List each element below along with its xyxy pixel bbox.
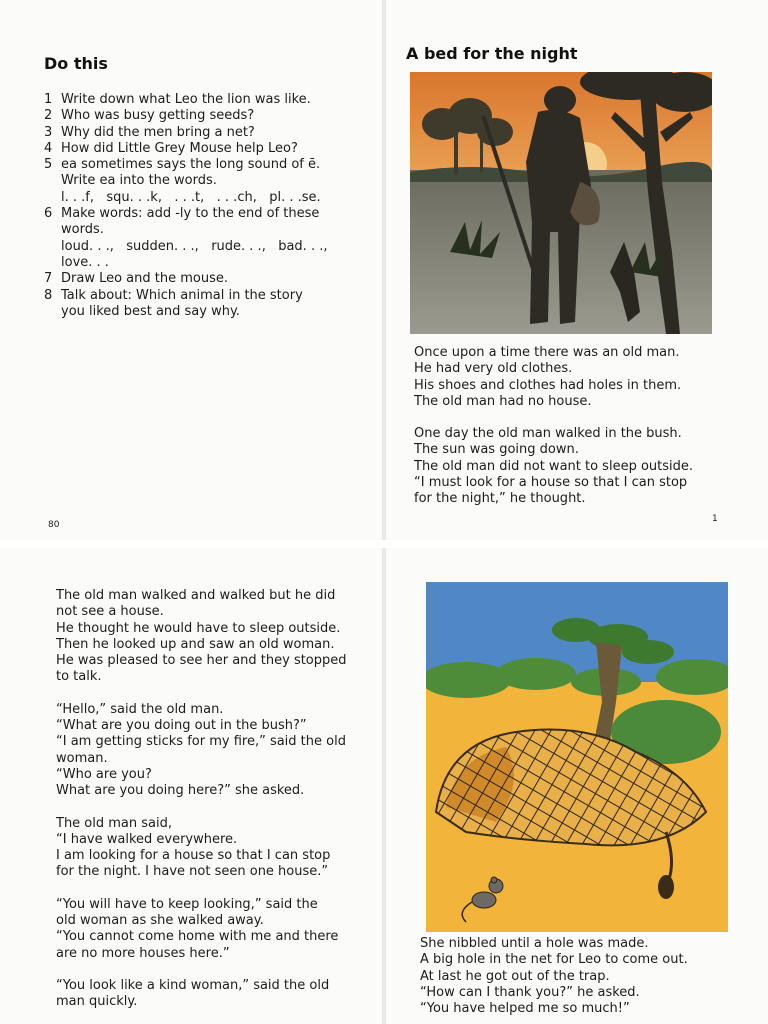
exercise-item <box>44 288 364 321</box>
story-line: His shoes and clothes had holes in them. <box>414 377 682 393</box>
exercise-number: 2 <box>44 108 53 124</box>
exercise-text: Write down what Leo the lion was like. <box>61 92 311 107</box>
story-line: man quickly. <box>56 994 138 1010</box>
exercise-item <box>44 271 364 287</box>
story-line: woman. <box>56 750 108 766</box>
exercise-item <box>44 157 364 206</box>
story-paragraph <box>414 426 744 507</box>
story-paragraph <box>56 978 376 1011</box>
page-lion-story <box>386 548 768 1024</box>
old-man-sunset-illustration <box>410 72 712 334</box>
story-line: to talk. <box>56 669 102 685</box>
story-line: are no more houses here.” <box>56 945 230 961</box>
exercise-text: Why did the men bring a net? <box>61 124 255 140</box>
story-paragraph <box>56 897 376 962</box>
story-line: “You have helped me so much!” <box>420 1001 630 1017</box>
story-line: One day the old man walked in the bush. <box>414 426 682 442</box>
page-number: 1 <box>712 514 718 524</box>
story-line: “How can I thank you?” he asked. <box>420 984 640 1000</box>
story-paragraph <box>420 936 750 1017</box>
exercise-text: Make words: add -ly to the end of these <box>61 206 320 222</box>
story-line: Then he looked up and saw an old woman. <box>56 636 335 652</box>
story-paragraph <box>414 345 744 410</box>
exercise-text: ea sometimes says the long sound of ē. <box>61 157 321 173</box>
story-line: The sun was going down. <box>414 442 579 458</box>
story-line: “I am getting sticks for my fire,” said the old <box>56 734 346 750</box>
story-line: He was pleased to see her and they stopped <box>56 653 347 669</box>
exercise-item <box>44 141 364 157</box>
story-title: A bed for the night <box>406 44 578 63</box>
exercise-text: Who was busy getting seeds? <box>61 108 255 124</box>
exercise-item <box>44 125 364 141</box>
story-text-page-2 <box>56 588 376 1024</box>
story-line: “You look like a kind woman,” said the old <box>56 977 330 993</box>
page-exercises <box>0 0 382 540</box>
story-line: “What are you doing out in the bush?” <box>56 718 307 734</box>
exercise-number: 8 <box>44 287 53 303</box>
story-line: She nibbled until a hole was made. <box>420 936 649 951</box>
story-line: A big hole in the net for Leo to come out. <box>420 952 688 968</box>
story-line: old woman as she walked away. <box>56 913 264 929</box>
story-line: He thought he would have to sleep outside. <box>56 620 341 636</box>
exercise-text: Talk about: Which animal in the story <box>61 287 303 303</box>
story-line: not see a house. <box>56 604 164 620</box>
story-line: He had very old clothes. <box>414 361 573 377</box>
exercise-text: How did Little Grey Mouse help Leo? <box>61 140 298 156</box>
exercise-number: 1 <box>44 92 53 107</box>
exercise-text: love. . . <box>61 254 109 270</box>
lion-in-net-illustration <box>426 582 728 932</box>
story-text-page-3 <box>420 936 750 1024</box>
exercise-list <box>44 92 364 320</box>
story-line: Once upon a time there was an old man. <box>414 345 680 360</box>
exercise-number: 3 <box>44 124 53 140</box>
page-separator <box>0 540 768 548</box>
story-paragraph <box>56 816 376 881</box>
page-story-continued <box>0 548 382 1024</box>
story-text-page-1 <box>414 345 744 524</box>
exercise-item <box>44 92 364 108</box>
exercise-item <box>44 206 364 271</box>
story-line: The old man walked and walked but he did <box>56 588 336 603</box>
exercise-number: 6 <box>44 206 53 222</box>
exercise-heading: Do this <box>44 54 108 73</box>
story-paragraph <box>56 702 376 800</box>
exercise-text: Write ea into the words. <box>61 173 217 189</box>
exercise-text: l. . .f, squ. . .k, . . .t, . . .ch, pl. . .se. <box>61 189 321 205</box>
exercise-text: loud. . ., sudden. . ., rude. . ., bad. . ., <box>61 238 328 254</box>
story-line: I am looking for a house so that I can stop <box>56 848 331 864</box>
exercise-number: 5 <box>44 157 53 173</box>
exercise-item <box>44 108 364 124</box>
story-line: “I have walked everywhere. <box>56 831 238 847</box>
page-number: 80 <box>48 520 60 530</box>
story-line: “You cannot come home with me and there <box>56 929 339 945</box>
story-line: The old man did not want to sleep outside. <box>414 458 694 474</box>
story-line: The old man said, <box>56 815 172 831</box>
story-line: “Hello,” said the old man. <box>56 701 224 717</box>
exercise-text: Draw Leo and the mouse. <box>61 271 229 287</box>
exercise-number: 4 <box>44 140 53 156</box>
story-line: What are you doing here?” she asked. <box>56 783 305 799</box>
story-paragraph <box>56 588 376 686</box>
exercise-text: words. <box>61 222 104 238</box>
story-line: “I must look for a house so that I can stop <box>414 475 688 491</box>
story-line: The old man had no house. <box>414 393 592 409</box>
story-line: for the night. I have not seen one house.” <box>56 864 329 880</box>
exercise-text: you liked best and say why. <box>61 303 240 319</box>
page-story-start <box>386 0 768 540</box>
story-line: At last he got out of the trap. <box>420 968 610 984</box>
story-line: “Who are you? <box>56 766 152 782</box>
story-line: for the night,” he thought. <box>414 491 586 507</box>
story-line: “You will have to keep looking,” said the <box>56 896 318 912</box>
exercise-number: 7 <box>44 271 53 287</box>
